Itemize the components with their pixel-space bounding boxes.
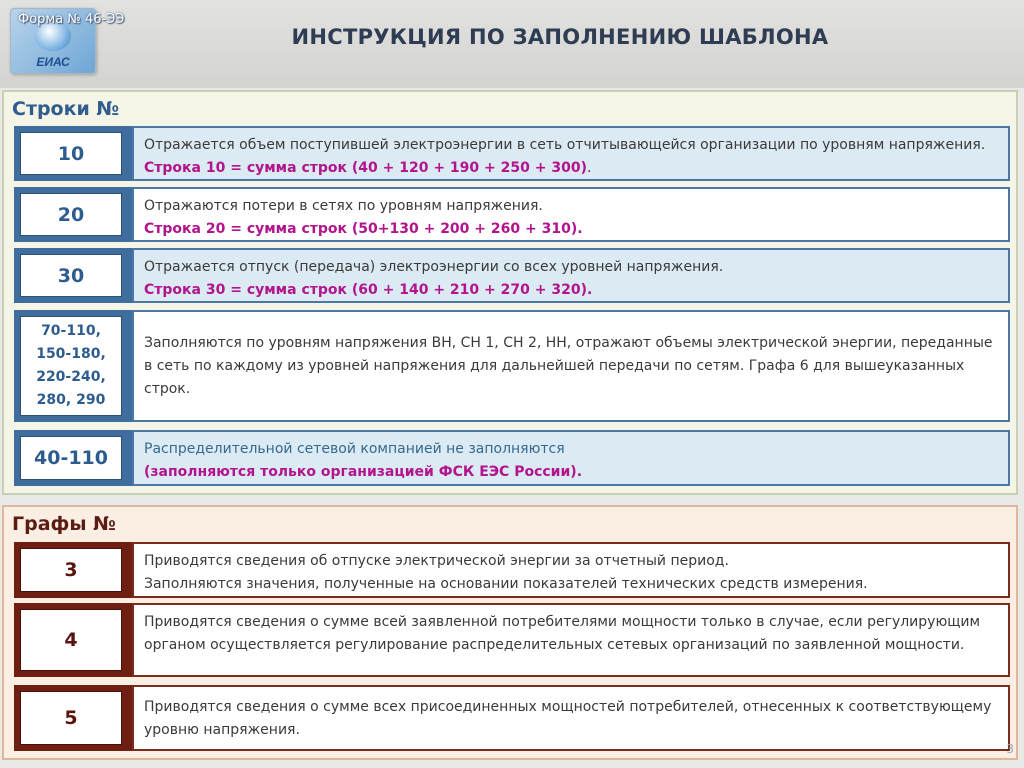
columns-section-title: Графы № [12,513,117,535]
page-number: 3 [1006,742,1014,756]
column-number: 5 [20,691,122,745]
row-description [132,126,1010,181]
row-formula: Строка 10 = сумма строк (40 + 120 + 190 + 250 + 300) [144,160,587,176]
page-title: ИНСТРУКЦИЯ ПО ЗАПОЛНЕНИЮ ШАБЛОНА [291,25,829,49]
column-text-2: Заполняются значения, полученные на основании показателей технических средств измерения. [144,576,868,592]
column-text: Приводятся сведения о сумме всей заявленной потребителями мощности только в случае, если регулирующим органом осуществляется регулирование распределительных сетевых организаций по заявленной мощности. [144,614,981,653]
column-description [132,685,1010,751]
column-description [132,542,1010,598]
row-text: Заполняются по уровням напряжения ВН, СН 1, СН 2, НН, отражают объемы электрической энергии, переданные в сеть по каждому из уровней напряжения для дальнейшей передачи по сетям. Графа 6 для вышеуказанных строк. [144,334,993,397]
row-text: Распределительной сетевой компанией не заполняются [144,441,565,457]
row-item [14,126,1010,181]
column-item [14,685,1010,751]
columns-section [2,505,1018,760]
row-text: Отражается отпуск (передача) электроэнергии со всех уровней напряжения. [144,259,724,275]
column-number: 4 [20,609,122,671]
row-number: 20 [20,193,122,236]
column-description [132,603,1010,677]
row-tail: . [586,160,592,176]
column-item [14,542,1010,598]
row-text: Отражаются потери в сетях по уровням напряжения. [144,198,543,214]
row-item [14,187,1010,242]
row-description [132,430,1010,486]
row-formula: (заполняются только организацией ФСК ЕЭС России). [144,464,583,480]
row-number: 10 [20,132,122,175]
column-number: 3 [20,548,122,592]
row-item [14,310,1010,422]
row-formula: Строка 30 = сумма строк (60 + 140 + 210 + 270 + 320). [144,282,593,298]
row-number: 30 [20,254,122,297]
row-description [132,310,1010,422]
column-text: Приводятся сведения об отпуске электрической энергии за отчетный период. [144,553,729,569]
row-description [132,248,1010,303]
row-item [14,248,1010,303]
row-item [14,430,1010,486]
form-label: Форма № 46-ЭЭ [18,12,125,27]
row-formula: Строка 20 = сумма строк (50+130 + 200 + 260 + 310). [144,221,583,237]
slide-header [0,0,1024,88]
row-number: 40-110 [20,436,122,480]
logo-text: ЕИАС [36,55,70,69]
row-description [132,187,1010,242]
rows-section-title: Строки № [12,98,120,120]
row-text: Отражается объем поступившей электроэнергии в сеть отчитывающейся организации по уровням напряжения. [144,137,986,153]
column-item [14,603,1010,677]
rows-section [2,90,1018,495]
column-text: Приводятся сведения о сумме всех присоединенных мощностей потребителей, отнесенных к соответствующему уровню напряжения. [144,699,992,738]
row-number: 70-110, 150-180, 220-240, 280, 290 [20,316,122,416]
